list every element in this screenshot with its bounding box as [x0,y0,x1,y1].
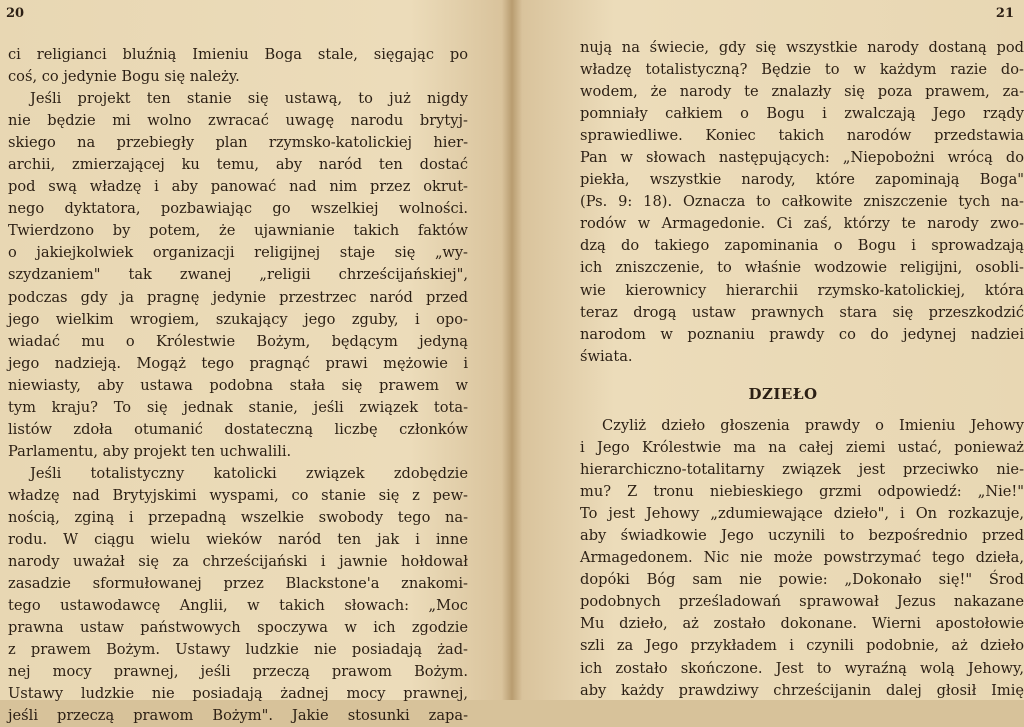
text-line: ich zniszczenie, to właśnie wodzowie religijni, osobli- [580,259,1024,277]
text-line: władzę nad Brytyjskimi wyspami, co stanie się z pew- [8,486,468,504]
text-line: jego wielkim wrogiem, szukający jego zguby, i opo- [8,310,468,328]
text-line: wiadać mu o Królestwie Bożym, będącym jedyną [8,332,468,350]
page-number: 21 [995,6,1014,21]
text-line: To jest Jehowy „zdumiewające dzieło", i On rozkazuje, [580,505,1024,523]
text-line: narodom w poznaniu prawdy co do jedynej nadziei [580,325,1024,343]
text-line: podczas gdy ja pragnę jedynie przestrzec naród przed [8,288,468,306]
right-page-body-top [580,37,1024,368]
text-line: szli za Jego przykładem i czynili podobnie, aż dzieło [580,637,1024,655]
text-line: nie będzie mi wolno zwracać uwagę narodu brytyj- [8,112,468,130]
text-line: Ustawy ludzkie nie posiadają żadnej mocy prawnej, [8,685,468,703]
text-line: podobnych prześladowań sprawował Jezus nakazane [580,593,1024,611]
text-line: pod swą władzę i aby panować nad nim przez okrut- [8,178,468,196]
text-line: władzę totalistyczną? Będzie to w każdym razie do- [580,61,1024,79]
right-page [512,0,1024,700]
text-line: Jeśli totalistyczny katolicki związek zdobędzie [30,464,468,482]
text-line: Mu dzieło, aż zostało dokonane. Wierni apostołowie [580,615,1024,633]
text-line: nują na świecie, gdy się wszystkie narody dostaną pod [580,39,1024,56]
text-line: mu? Z tronu niebieskiego grzmi odpowiedź: „Nie!" [580,483,1024,501]
text-line: o jakiejkolwiek organizacji religijnej staje się „wy- [8,244,468,262]
text-line: aby każdy prawdziwy chrześcijanin dalej głosił Imię [580,681,1024,699]
text-line: niewiasty, aby ustawa podobna stała się prawem w [8,376,468,394]
left-page-body [8,44,468,727]
text-line: dopóki Bóg sam nie powie: „Dokonało się!" Środ [580,571,1024,589]
text-line: jeśli przeczą prawom Bożym". Jakie stosunki zapa- [8,707,468,725]
text-line: Armagedonem. Nic nie może powstrzymać tego dzieła, [580,549,1024,567]
text-line: ci religianci bluźnią Imieniu Boga stale, sięgając po [8,46,468,63]
text-line: sprawiedliwe. Koniec takich narodów przedstawia [580,127,1024,145]
text-line: piekła, wszystkie narody, które zapominają Boga" [580,171,1024,189]
text-line: nością, zginą i przepadną wszelkie swobody tego na- [8,508,468,526]
text-line: narody uważał się za chrześcijański i jawnie hołdował [8,553,468,571]
page-number: 20 [6,6,25,21]
text-line: wodem, że narody te znalazły się poza prawem, za- [580,83,1024,101]
text-line: aby świadkowie Jego uczynili to bezpośrednio przed [580,527,1024,545]
text-line: hierarchiczno-totalitarny związek jest przeciwko nie- [580,461,1024,479]
text-line: teraz drogą ustaw prawnych stara się przeszkodzić [580,303,1024,321]
text-line: szydzaniem" tak zwanej „religii chrześcijańskiej", [8,266,468,284]
text-line: świata. [580,347,633,365]
text-line: Czyliż dzieło głoszenia prawdy o Imieniu Jehowy [602,417,1024,434]
text-line: tego ustawodawcę Anglii, w takich słowach: „Moc [8,597,468,615]
text-line: prawna ustaw państwowych spoczywa w ich zgodzie [8,619,468,637]
text-line: listów zdoła otumanić dostateczną liczbę członków [8,420,468,438]
text-line: coś, co jedynie Bogu się należy. [8,68,240,86]
left-page [0,0,505,725]
text-line: Twierdzono by potem, że ujawnianie takich faktów [8,222,468,240]
text-line: rodów w Armagedonie. Ci zaś, którzy te narody zwo- [580,215,1024,233]
text-line: Jeśli projekt ten stanie się ustawą, to już nigdy [30,90,468,108]
text-line: dzą do takiego zapominania o Bogu i sprowadzają [580,237,1024,255]
text-line: nego dyktatora, pozbawiając go wszelkiej wolności. [8,200,468,218]
text-line: i Jego Królestwie ma na całej ziemi ustać, ponieważ [580,439,1024,457]
text-line: z prawem Bożym. Ustawy ludzkie nie posiadają żad- [8,641,468,659]
text-line: jego nadzieją. Mogąż tego pragnąć prawi mężowie i [8,354,468,372]
text-line: (Ps. 9: 18). Oznacza to całkowite zniszczenie tych na- [580,193,1024,211]
section-heading: DZIEŁO [748,385,818,403]
text-line: ich zostało skończone. Jest to wyraźną wolą Jehowy, [580,659,1024,677]
text-line: tym kraju? To się jednak stanie, jeśli związek tota- [8,398,468,416]
text-line: archii, zmierzającej ku temu, aby naród ten dostać [8,156,468,174]
text-line: pomniały całkiem o Bogu i zwalczają Jego rządy [580,105,1024,123]
text-line: zasadzie sformułowanej przez Blackstone'a znakomi- [8,575,468,593]
text-line: Parlamentu, aby projekt ten uchwalili. [8,442,292,460]
text-line: Pan w słowach następujących: „Niepobożni wrócą do [580,149,1024,167]
text-line: rodu. W ciągu wielu wieków naród ten jak i inne [8,531,468,549]
text-line: nej mocy prawnej, jeśli przeczą prawom Bożym. [8,663,468,681]
text-line: wie kierownicy hierarchii rzymsko-katolickiej, która [580,281,1024,299]
right-page-body-bottom [580,415,1024,702]
text-line: skiego na przebiegły plan rzymsko-katolickiej hier- [8,134,468,152]
